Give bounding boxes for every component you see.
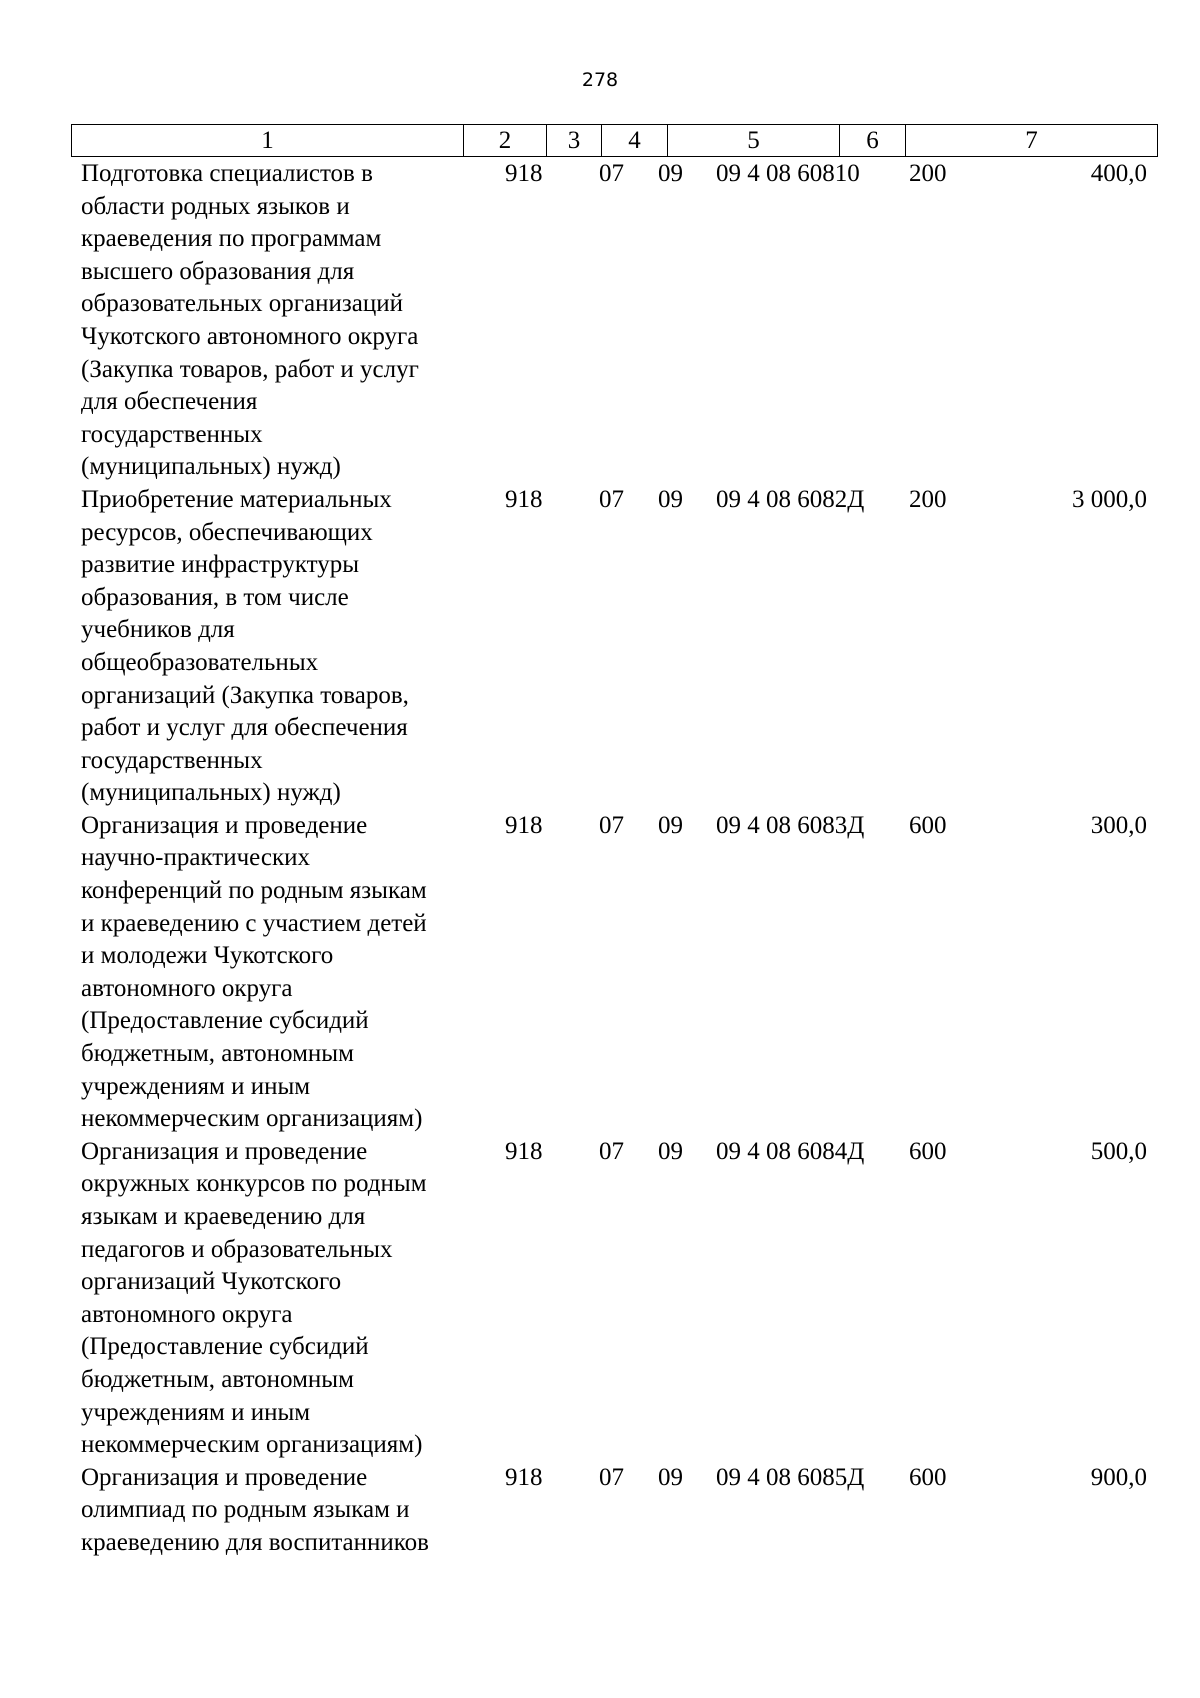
row-target-article: 09 4 08 6082Д [716,485,865,513]
row-name-line: Организация и проведение [81,1463,368,1491]
header-row [72,125,1158,157]
row-name-line: (муниципальных) нужд) [81,779,341,807]
row-name-line: (муниципальных) нужд) [81,453,341,481]
row-amount: 400,0 [1090,160,1147,187]
row-expense-type: 200 [909,485,947,513]
row-name-line: бюджетным, автономным [81,1365,354,1393]
row-name-line: Приобретение материальных [81,485,392,513]
table-row [71,1462,1157,1560]
header-col-6: 6 [840,125,906,157]
row-name-line: (Предоставление субсидий [81,1333,369,1361]
row-section: 07 [599,1463,624,1491]
table-row [71,158,1157,484]
row-name-line: области родных языков и [81,192,350,220]
row-name [81,484,486,810]
row-name-line: окружных конкурсов по родным [81,1170,427,1198]
table-row [71,1136,1157,1462]
table-body [71,158,1157,1560]
row-name-line: некоммерческим организациям) [81,1431,423,1459]
row-name-line: государственных [81,746,263,774]
row-name-line: образования, в том числе [81,583,349,611]
row-name-line: учебников для [81,616,235,644]
row-name-line: (Предоставление субсидий [81,1007,369,1035]
row-name [81,1462,486,1560]
header-col-2: 2 [464,125,547,157]
row-name-line: Организация и проведение [81,1137,368,1165]
row-name-line: олимпиад по родным языкам и [81,1496,410,1524]
row-name [81,1136,486,1462]
row-name-line: автономного округа [81,1300,293,1328]
row-name-line: высшего образования для [81,257,355,285]
row-amount: 3 000,0 [1072,485,1147,513]
row-section: 07 [599,160,624,187]
header-col-1: 1 [72,125,464,157]
row-target-article: 09 4 08 6085Д [716,1463,865,1491]
row-name-line: учреждениям и иным [81,1398,311,1426]
row-ved: 918 [505,1463,543,1491]
row-section: 07 [599,811,624,839]
row-subsection: 09 [658,160,683,187]
row-section: 07 [599,1137,624,1165]
row-subsection: 09 [658,811,683,839]
table-header [71,124,1158,157]
row-name [81,158,486,484]
row-subsection: 09 [658,1463,683,1491]
row-expense-type: 600 [909,811,947,839]
row-ved: 918 [505,1137,543,1165]
row-name-line: бюджетным, автономным [81,1040,354,1068]
row-name [81,810,486,1136]
row-expense-type: 600 [909,1463,947,1491]
row-name-line: и краеведению с участием детей [81,909,427,937]
header-col-4: 4 [602,125,668,157]
row-name-line: образовательных организаций [81,290,404,318]
row-name-line: языкам и краеведению для [81,1203,366,1230]
row-target-article: 09 4 08 60810 [716,160,860,187]
row-expense-type: 600 [909,1137,947,1165]
row-section: 07 [599,485,624,513]
row-name-line: конференций по родным языкам [81,877,427,905]
row-subsection: 09 [658,1137,683,1165]
row-expense-type: 200 [909,160,947,187]
row-amount: 300,0 [1090,811,1147,839]
table-row [71,810,1157,1136]
row-name-line: некоммерческим организациям) [81,1105,423,1133]
row-name-line: развитие инфраструктуры [81,551,360,579]
row-name-line: общеобразовательных [81,648,319,676]
row-ved: 918 [505,160,543,187]
header-col-5: 5 [668,125,840,157]
row-name-line: автономного округа [81,974,293,1002]
row-name-line: Чукотского автономного округа [81,322,419,350]
row-name-line: (Закупка товаров, работ и услуг [81,355,419,383]
row-name-line: научно-практических [81,844,310,872]
row-name-line: краеведения по программам [81,225,382,253]
row-name-line: краеведению для воспитанников [81,1528,429,1556]
row-name-line: организаций Чукотского [81,1268,342,1296]
row-ved: 918 [505,485,543,513]
row-ved: 918 [505,811,543,839]
row-amount: 500,0 [1090,1137,1147,1165]
row-name-line: для обеспечения [81,388,258,416]
row-name-line: организаций (Закупка товаров, [81,681,409,709]
row-target-article: 09 4 08 6084Д [716,1137,865,1165]
row-name-line: ресурсов, обеспечивающих [81,518,373,546]
header-col-3: 3 [547,125,602,157]
row-amount: 900,0 [1090,1463,1147,1491]
row-name-line: работ и услуг для обеспечения [81,714,408,742]
row-name-line: учреждениям и иным [81,1072,311,1100]
row-target-article: 09 4 08 6083Д [716,811,865,839]
row-name-line: Подготовка специалистов в [81,160,373,187]
page-number: 278 [581,69,619,91]
row-name-line: педагогов и образовательных [81,1235,393,1263]
row-name-line: и молодежи Чукотского [81,942,334,970]
table-row [71,484,1157,810]
header-col-7: 7 [906,125,1158,157]
row-name-line: Организация и проведение [81,811,368,839]
row-subsection: 09 [658,485,683,513]
row-name-line: государственных [81,420,263,448]
